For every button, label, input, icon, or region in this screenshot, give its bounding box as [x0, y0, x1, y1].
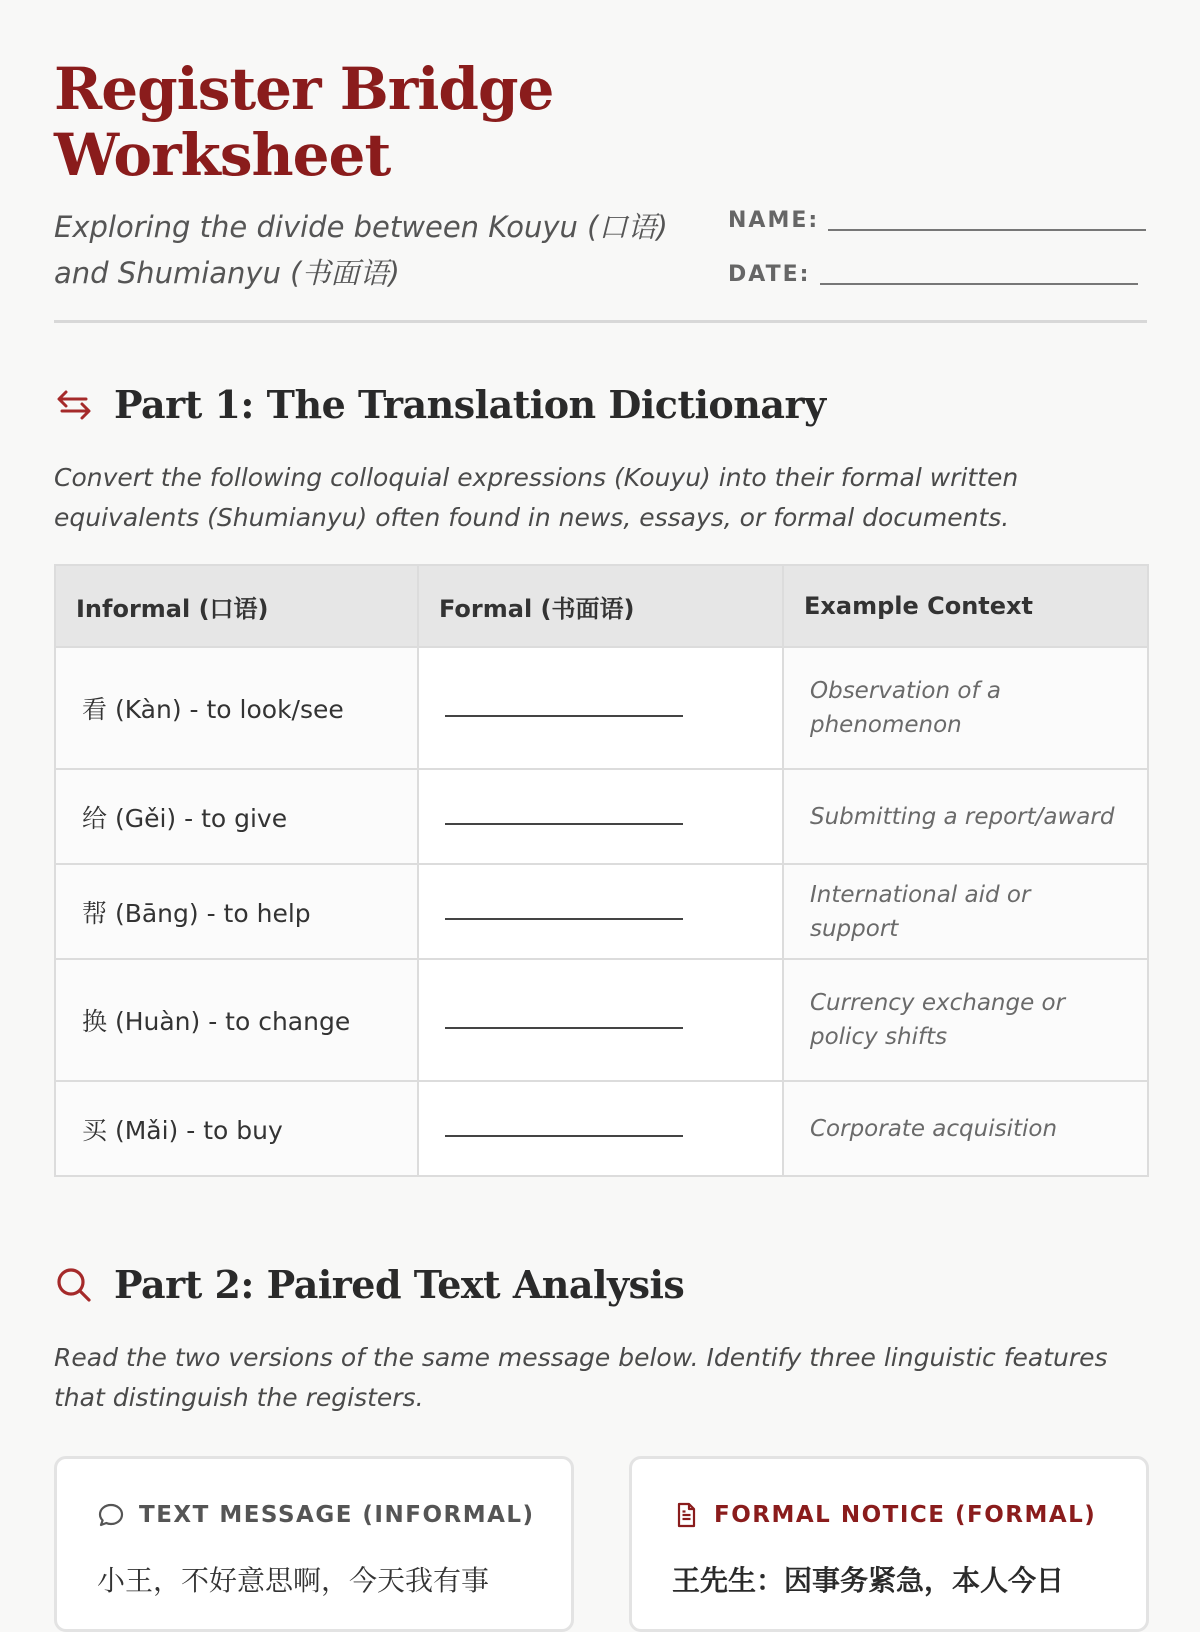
- column-header-context: Example Context: [783, 565, 1148, 647]
- answer-blank[interactable]: [445, 715, 683, 717]
- answer-blank[interactable]: [445, 823, 683, 825]
- formal-text-card: [629, 1456, 1149, 1632]
- formal-card-label: [672, 1501, 1096, 1529]
- part1-instructions: Convert the following colloquial expressions (Kouyu) into their formal written equivalents (Shumianyu) often found in news, essays, or formal documents.: [54, 463, 1019, 532]
- formal-card-title: FORMAL NOTICE (FORMAL): [714, 1502, 1097, 1528]
- informal-term: 买 (Mǎi) - to buy: [55, 1081, 418, 1176]
- chat-bubble-icon: [97, 1501, 125, 1529]
- column-header-informal: Informal (口语): [55, 565, 418, 647]
- table-row: [55, 1081, 1148, 1176]
- name-blank-line[interactable]: [828, 229, 1146, 231]
- search-icon: [54, 1265, 94, 1305]
- part1-heading: [54, 382, 826, 427]
- example-context: Corporate acquisition: [783, 1081, 1148, 1176]
- date-blank-line[interactable]: [820, 283, 1138, 285]
- part2-instructions: Read the two versions of the same message below. Identify three linguistic features that distinguish the registers.: [54, 1343, 1108, 1412]
- formal-answer-cell[interactable]: [418, 959, 783, 1081]
- informal-term: 帮 (Bāng) - to help: [55, 864, 418, 959]
- answer-blank[interactable]: [445, 918, 683, 920]
- informal-card-title: TEXT MESSAGE (INFORMAL): [139, 1502, 535, 1528]
- formal-answer-cell[interactable]: [418, 769, 783, 864]
- date-label: DATE:: [728, 262, 811, 287]
- formal-answer-cell[interactable]: [418, 647, 783, 769]
- informal-message-text: 小王，不好意思啊，今天我有事: [97, 1564, 490, 1597]
- example-context: Currency exchange or policy shifts: [783, 959, 1148, 1081]
- informal-text-card: [54, 1456, 574, 1632]
- name-label: NAME:: [728, 208, 820, 233]
- name-field-row: [728, 208, 1146, 233]
- part2-title: Part 2: Paired Text Analysis: [114, 1262, 685, 1307]
- formal-notice-text: 王先生：因事务紧急，本人今日: [672, 1564, 1065, 1597]
- part2-heading: [54, 1262, 684, 1307]
- worksheet-title: Register Bridge Worksheet: [54, 55, 554, 189]
- answer-blank[interactable]: [445, 1135, 683, 1137]
- table-header-row: [55, 565, 1148, 647]
- informal-card-label: [97, 1501, 535, 1529]
- table-row: [55, 769, 1148, 864]
- part1-title: Part 1: The Translation Dictionary: [114, 382, 826, 427]
- informal-term: 给 (Gěi) - to give: [55, 769, 418, 864]
- date-field-row: [728, 262, 1138, 287]
- worksheet-subtitle: Exploring the divide between Kouyu (口语) and Shumianyu (书面语): [54, 210, 668, 290]
- table-row: [55, 647, 1148, 769]
- informal-term: 看 (Kàn) - to look/see: [55, 647, 418, 769]
- swap-arrows-icon: [54, 385, 94, 425]
- formal-answer-cell[interactable]: [418, 1081, 783, 1176]
- header-divider: [54, 320, 1147, 323]
- column-header-formal: Formal (书面语): [418, 565, 783, 647]
- table-row: [55, 959, 1148, 1081]
- example-context: Observation of a phenomenon: [783, 647, 1148, 769]
- table-row: [55, 864, 1148, 959]
- formal-answer-cell[interactable]: [418, 864, 783, 959]
- example-context: International aid or support: [783, 864, 1148, 959]
- answer-blank[interactable]: [445, 1027, 683, 1029]
- example-context: Submitting a report/award: [783, 769, 1148, 864]
- translation-table: [54, 564, 1149, 1177]
- document-icon: [672, 1501, 700, 1529]
- informal-term: 换 (Huàn) - to change: [55, 959, 418, 1081]
